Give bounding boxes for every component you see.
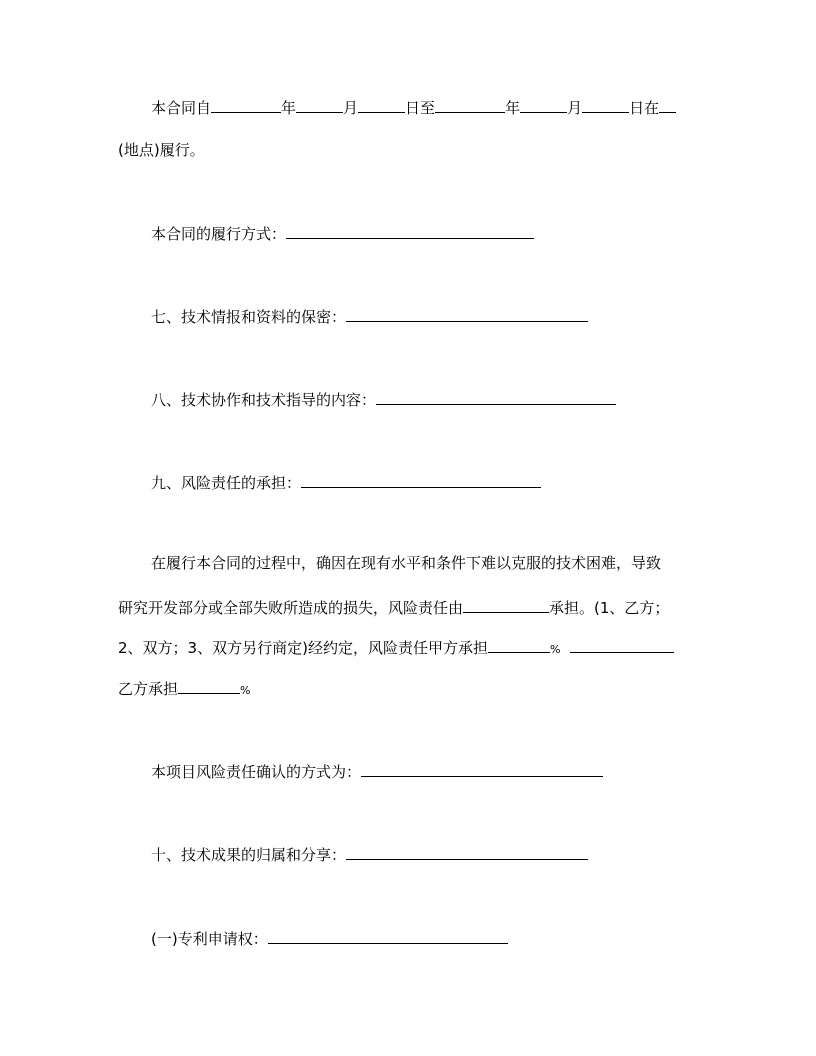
end-year-blank[interactable] xyxy=(435,98,505,113)
patent-right-label: (一)专利申请权： xyxy=(151,930,268,948)
extra-blank[interactable] xyxy=(570,638,674,653)
end-month-blank[interactable] xyxy=(520,98,567,113)
text-month: 月 xyxy=(567,99,583,117)
risk-paragraph-line-4 xyxy=(118,679,250,701)
text-year: 年 xyxy=(281,99,297,117)
text-contract-from: 本合同自 xyxy=(151,99,212,117)
risk-text-a: 研究开发部分或全部失败所造成的损失，风险责任由 xyxy=(118,599,464,617)
percent-sign: % xyxy=(240,684,251,697)
tech-guidance-blank[interactable] xyxy=(376,390,616,405)
end-day-blank[interactable] xyxy=(582,98,629,113)
risk-text-c: 2、双方；3、双方另行商定)经约定，风险责任甲方承担 xyxy=(118,639,488,657)
text-month: 月 xyxy=(343,99,359,117)
start-month-blank[interactable] xyxy=(296,98,343,113)
confidentiality-blank[interactable] xyxy=(346,307,588,322)
text-year: 年 xyxy=(505,99,521,117)
percent-sign: % xyxy=(549,643,561,656)
section-8-line xyxy=(151,390,616,410)
text-day-at: 日在 xyxy=(629,99,660,117)
section-8-heading: 八、技术协作和技术指导的内容： xyxy=(151,391,377,409)
location-line: (地点)履行。 xyxy=(118,141,205,159)
risk-bearing-blank[interactable] xyxy=(301,473,541,488)
text-day-to: 日至 xyxy=(405,99,436,117)
risk-confirmation-blank[interactable] xyxy=(361,762,603,777)
risk-confirmation-label: 本项目风险责任确认的方式为： xyxy=(151,763,362,781)
section-10-line xyxy=(151,845,588,865)
risk-paragraph-line-3 xyxy=(118,638,674,660)
risk-paragraph-line-1: 在履行本合同的过程中，确因在现有水平和条件下难以克服的技术困难，导致 xyxy=(151,554,662,572)
section-7-heading: 七、技术情报和资料的保密： xyxy=(151,308,347,326)
section-10-heading: 十、技术成果的归属和分享： xyxy=(151,846,347,864)
risk-party-blank[interactable] xyxy=(463,598,549,613)
performance-method-blank[interactable] xyxy=(286,224,534,239)
party-b-label: 乙方承担 xyxy=(118,680,179,698)
start-day-blank[interactable] xyxy=(358,98,405,113)
section-7-line xyxy=(151,307,588,327)
party-a-percent-blank[interactable] xyxy=(488,638,550,653)
patent-right-blank[interactable] xyxy=(268,929,508,944)
section-9-line xyxy=(151,473,541,493)
party-b-percent-blank[interactable] xyxy=(178,679,240,694)
location-blank[interactable] xyxy=(659,98,676,113)
ownership-blank[interactable] xyxy=(346,845,588,860)
risk-confirmation-line xyxy=(151,762,603,782)
performance-period-line xyxy=(151,98,676,118)
risk-paragraph-line-2 xyxy=(118,598,669,618)
performance-method-label: 本合同的履行方式： xyxy=(151,225,287,243)
patent-right-line xyxy=(151,929,508,949)
performance-method-line xyxy=(151,224,534,244)
risk-text-b: 承担。(1、乙方； xyxy=(549,599,670,617)
section-9-heading: 九、风险责任的承担： xyxy=(151,474,302,492)
start-year-blank[interactable] xyxy=(211,98,281,113)
